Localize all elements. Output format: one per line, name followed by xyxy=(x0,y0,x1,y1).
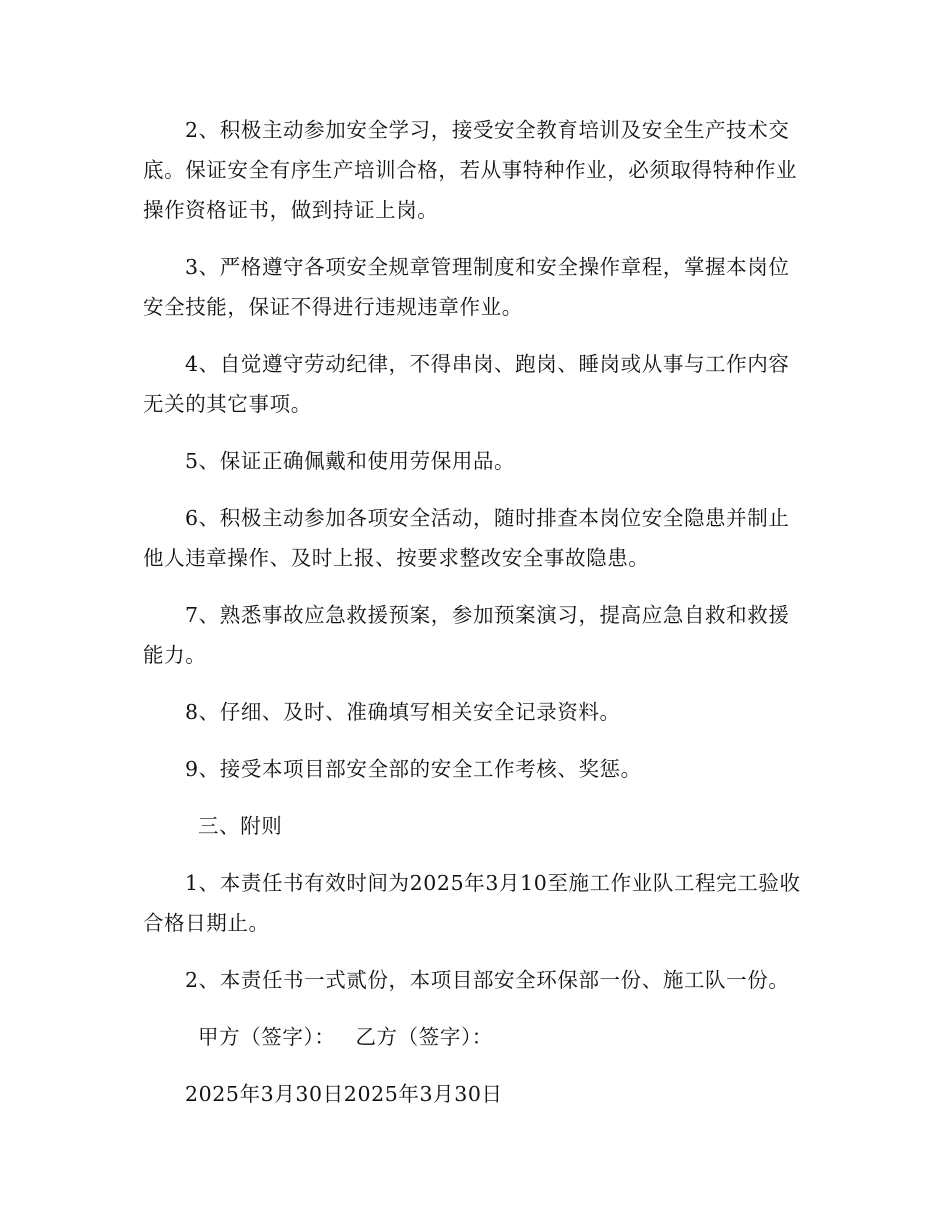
paragraph-3: 3、严格遵守各项安全规章管理制度和安全操作章程，掌握本岗位安全技能，保证不得进行违规违章作业。 xyxy=(143,255,790,319)
signature-line xyxy=(143,1017,808,1057)
paragraph-6: 6、积极主动参加各项安全活动，随时排查本岗位安全隐患并制止他人违章操作、及时上报、按要求整改安全事故隐患。 xyxy=(143,506,790,570)
signature-dates: 2025年3月30日2025年3月30日 xyxy=(185,1082,503,1106)
party-a-signature-label: 甲方（签字）： xyxy=(198,1025,336,1049)
paragraph-9: 9、接受本项目部安全部的安全工作考核、奖惩。 xyxy=(185,757,642,781)
party-b-signature-label: 乙方（签字）： xyxy=(355,1025,493,1049)
paragraph-2: 2、积极主动参加安全学习，接受安全教育培训及安全生产技术交底。保证安全有序生产培训合格，若从事特种作业，必须取得特种作业操作资格证书，做到持证上岗。 xyxy=(143,118,798,222)
paragraph-5: 5、保证正确佩戴和使用劳保用品。 xyxy=(185,449,516,473)
paragraph-4: 4、自觉遵守劳动纪律，不得串岗、跑岗、睡岗或从事与工作内容无关的其它事项。 xyxy=(143,352,790,416)
paragraph-8: 8、仔细、及时、准确填写相关安全记录资料。 xyxy=(185,700,621,724)
paragraph-7: 7、熟悉事故应急救援预案，参加预案演习，提高应急自救和救援能力。 xyxy=(143,603,790,667)
appendix-paragraph-2: 2、本责任书一式贰份，本项目部安全环保部一份、施工队一份。 xyxy=(185,968,790,992)
section-heading: 三、附则 xyxy=(198,814,283,838)
document-body xyxy=(143,110,808,1131)
appendix-paragraph-1: 1、本责任书有效时间为2025年3月10至施工作业队工程完工验收合格日期止。 xyxy=(143,871,801,935)
